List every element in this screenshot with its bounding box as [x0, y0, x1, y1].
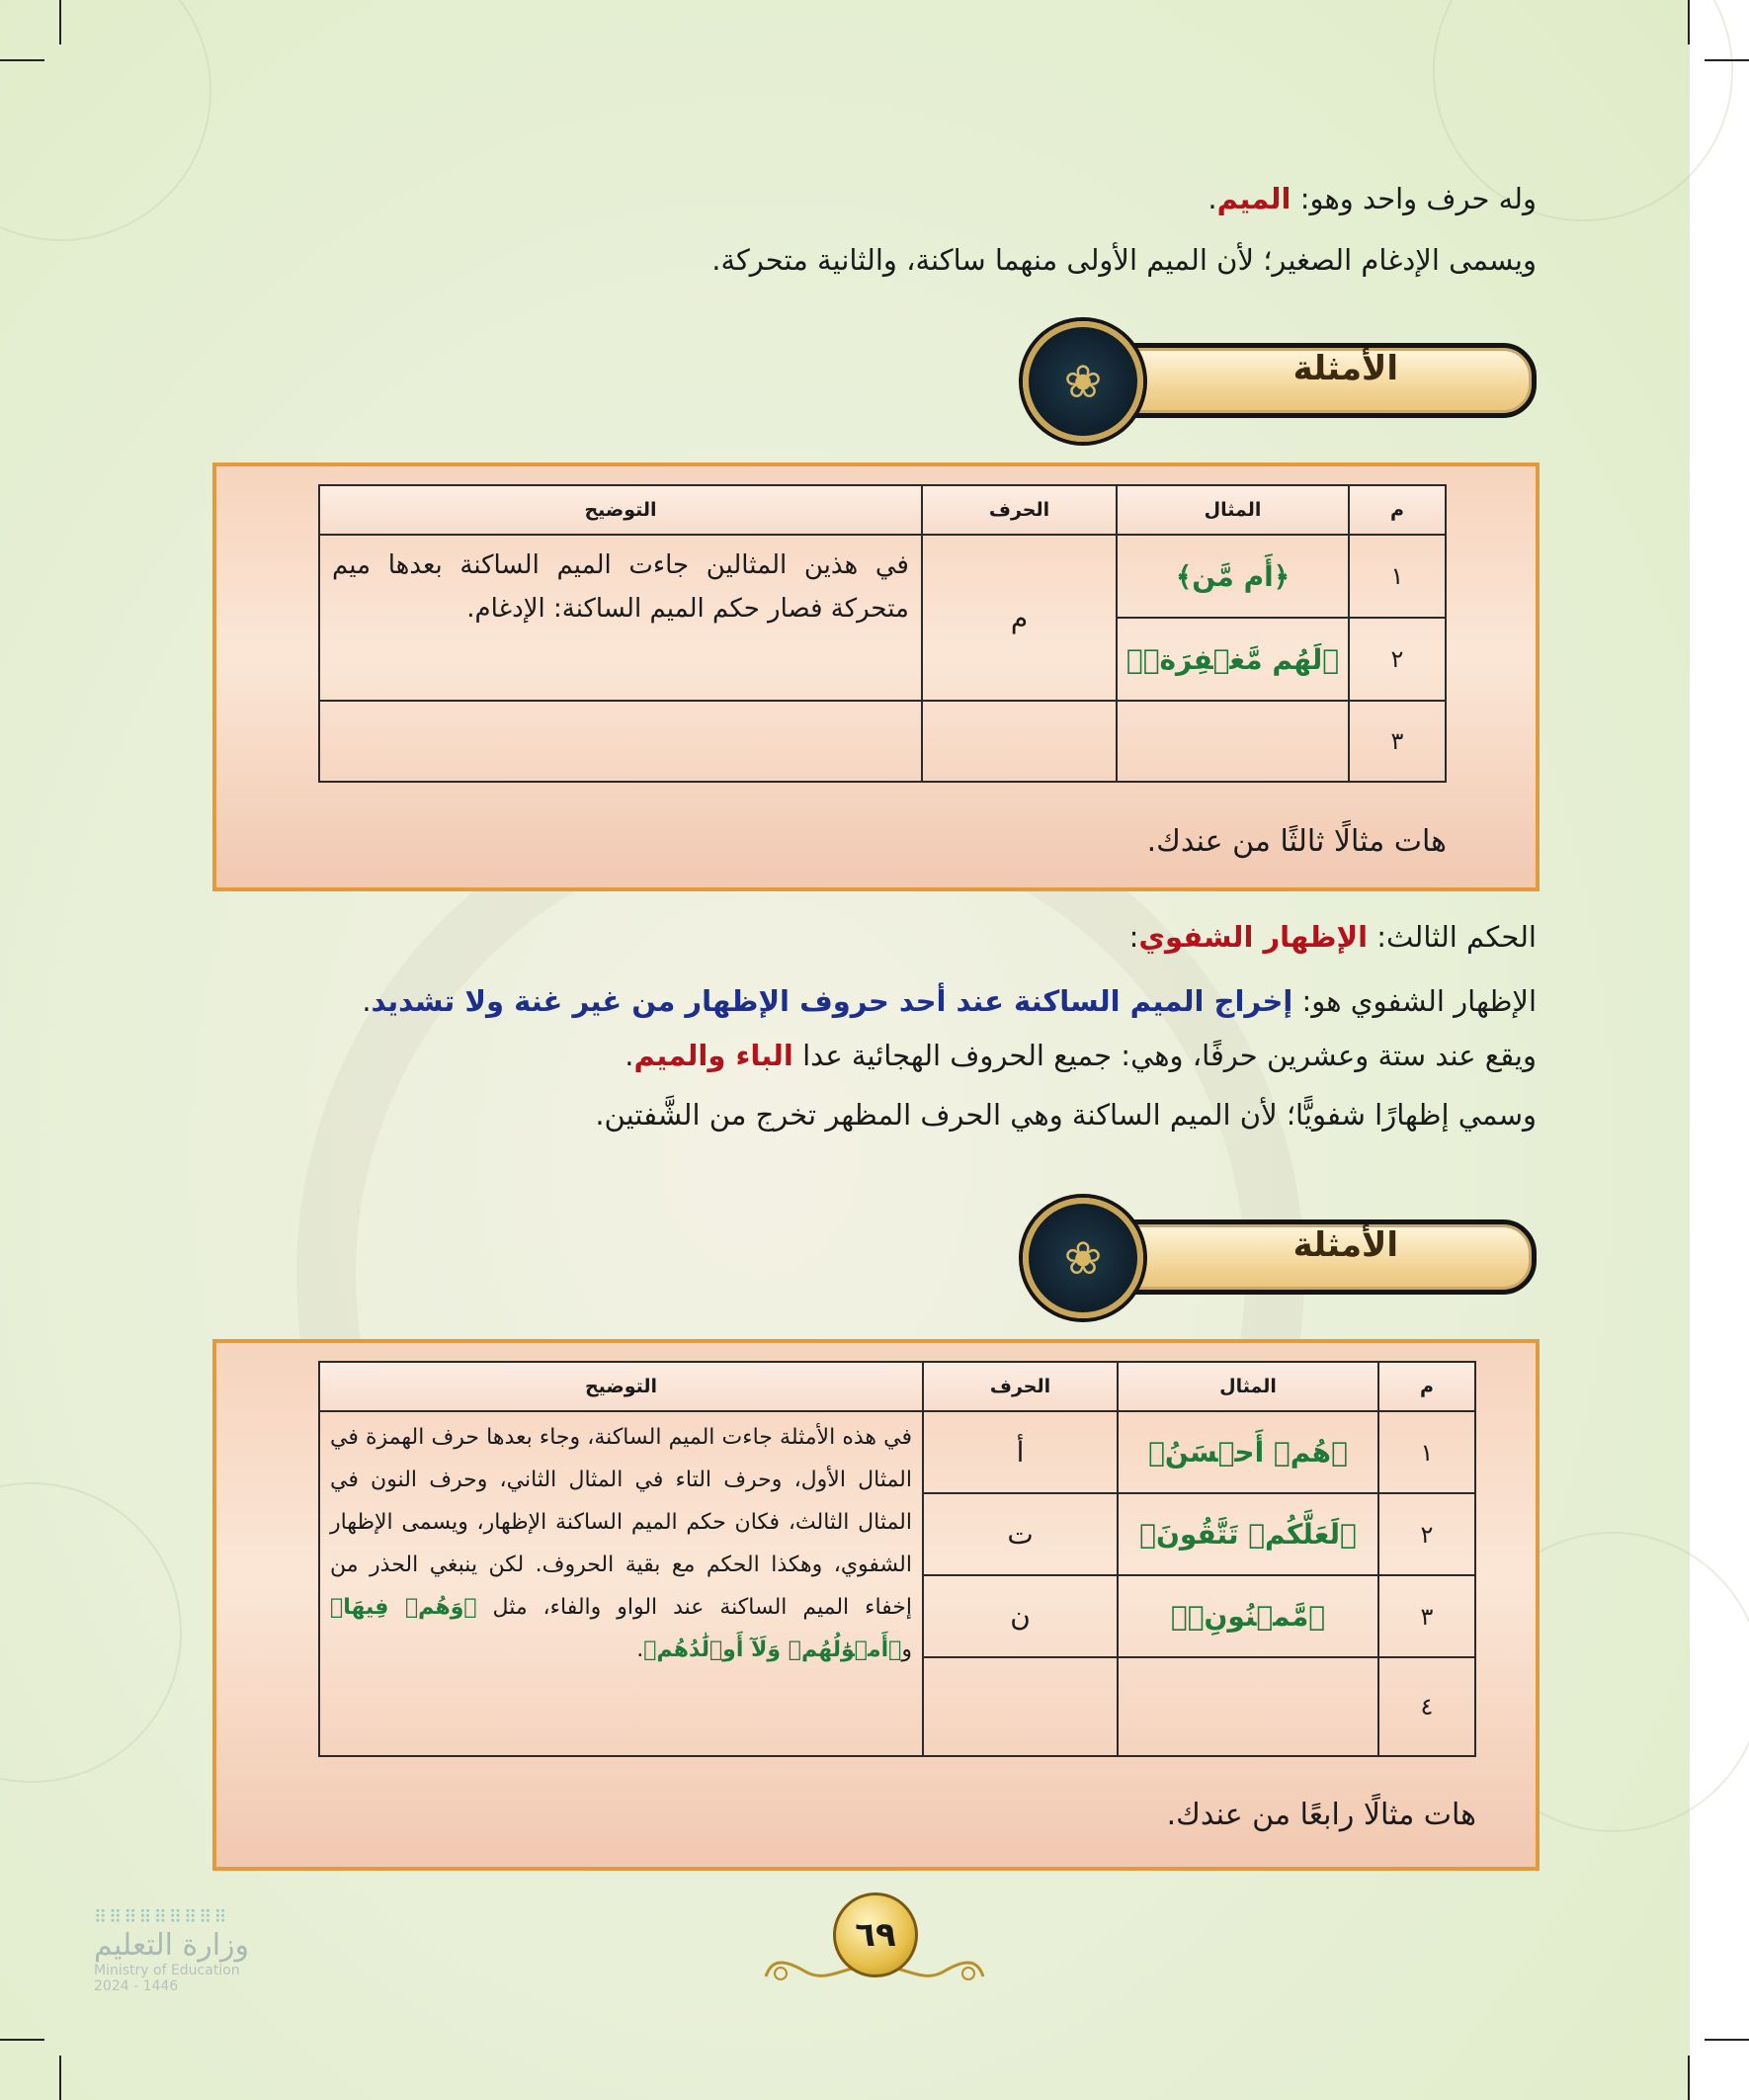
banner-title: الأمثلة: [1292, 349, 1398, 388]
table-row: [319, 535, 1446, 618]
crop-mark: [1688, 2056, 1690, 2100]
intro-line-1: [1208, 176, 1537, 221]
connector-text: و: [901, 1638, 912, 1662]
intro-highlight: الميم: [1216, 182, 1291, 215]
rule-heading-highlight: الإظهار الشفوي: [1138, 920, 1369, 954]
rule-reason: وسمي إظهارًا شفويًّا؛ لأن الميم الساكنة وهي الحرف المظهر تخرج من الشَّفتين.: [595, 1098, 1537, 1132]
row-letter: ت: [923, 1493, 1118, 1575]
examples-panel-2: [212, 1339, 1540, 1871]
rule-occurrence: [625, 1033, 1537, 1078]
empty-cell: [922, 701, 1117, 782]
ministry-year: 2024 - 1446: [94, 1978, 179, 1994]
flower-medallion-icon: ❀: [1023, 321, 1143, 442]
examples-banner: [1023, 1198, 1537, 1306]
explanation-text: في هذه الأمثلة جاءت الميم الساكنة، وجاء بعدها حرف الهمزة في المثال الأول، وحرف التاء في المثال الثاني، وحرف النون في المثال الثالث، فكان حكم الميم الساكنة الإظهار، ويسمى الإظهار الشفوي، وهكذا الحكم مع بقية الحروف. لكن ينبغي الحذر من إخفاء الميم الساكنة عند الواو والفاء، مثل: [330, 1425, 912, 1620]
intro-line-2: ويسمى الإدغام الصغير؛ لأن الميم الأولى منهما ساكنة، والثانية متحركة.: [711, 243, 1537, 277]
flower-medallion-icon: ❀: [1023, 1198, 1143, 1318]
quran-quote: ﴿وَهُمۡ فِيهَا﴾: [330, 1595, 477, 1620]
row-number: ١: [1378, 1411, 1475, 1493]
header-example: المثال: [1118, 1362, 1378, 1411]
row-letter: أ: [923, 1411, 1118, 1493]
crop-mark: [1705, 59, 1749, 61]
crop-mark: [0, 59, 44, 61]
table-header-row: [319, 1362, 1475, 1411]
end-punctuation: .: [636, 1638, 644, 1662]
row-number: ٣: [1378, 1575, 1475, 1657]
exercise-prompt: هات مثالًا ثالثًا من عندك.: [1146, 824, 1447, 859]
empty-cell: [319, 701, 922, 782]
row-number: ٣: [1349, 701, 1446, 782]
row-example: ﴿هُمۡ أَحۡسَنُ﴾: [1118, 1411, 1378, 1493]
occurrence-highlight: الباء والميم: [633, 1039, 793, 1072]
quran-quote: ﴿أَمۡوَٰلُهُمۡ وَلَآ أَوۡلَٰدُهُم﴾: [643, 1638, 902, 1662]
rule-definition: [362, 978, 1537, 1024]
row-example: [1118, 1657, 1378, 1756]
intro-text: وله حرف واحد وهو:: [1291, 182, 1537, 215]
examples-table-2: [318, 1361, 1476, 1757]
occurrence-text: .: [625, 1039, 634, 1072]
occurrence-text: ويقع عند ستة وعشرين حرفًا، وهي: جميع الحروف الهجائية عدا: [792, 1039, 1537, 1072]
header-letter: الحرف: [922, 485, 1117, 535]
table-row: [319, 701, 1446, 782]
ministry-dots-icon: ⠿⠿⠿⠿⠿⠿⠿⠿⠿: [94, 1907, 229, 1928]
table-row: [319, 1411, 1475, 1493]
row-number: ٤: [1378, 1657, 1475, 1756]
page-number: ٦٩: [833, 1892, 918, 1977]
ministry-name-en: Ministry of Education: [94, 1963, 240, 1978]
ministry-name-ar: وزارة التعليم: [94, 1928, 250, 1963]
header-explanation: التوضيح: [319, 1362, 923, 1411]
header-number: م: [1349, 485, 1446, 535]
rule-heading-text: :: [1128, 920, 1139, 954]
row-letter: ن: [923, 1575, 1118, 1657]
header-explanation: التوضيح: [319, 485, 922, 535]
definition-text: .: [362, 984, 372, 1018]
definition-text: الإظهار الشفوي هو:: [1292, 984, 1537, 1018]
ministry-logo: [94, 1907, 321, 2036]
banner-title: الأمثلة: [1292, 1225, 1398, 1265]
row-example: ﴿لَهُم مَّغۡفِرَةٞ﴾: [1117, 618, 1349, 701]
empty-cell: [1117, 701, 1349, 782]
row-letter: [923, 1657, 1118, 1756]
examples-banner: [1023, 321, 1537, 430]
row-number: ٢: [1349, 618, 1446, 701]
definition-highlight: إخراج الميم الساكنة عند أحد حروف الإظهار من غير غنة ولا تشديد: [371, 984, 1293, 1018]
rule-heading-text: الحكم الثالث:: [1368, 920, 1537, 954]
row-explanation: في هذين المثالين جاءت الميم الساكنة بعدها ميم متحركة فصار حكم الميم الساكنة: الإدغام.: [319, 535, 922, 701]
header-number: م: [1378, 1362, 1475, 1411]
row-example: ﴿مَّمۡنُونِۭ﴾: [1118, 1575, 1378, 1657]
exercise-prompt: هات مثالًا رابعًا من عندك.: [1166, 1798, 1476, 1832]
row-example: ﴿لَعَلَّكُمۡ تَتَّقُونَ﴾: [1118, 1493, 1378, 1575]
crop-mark: [0, 2039, 44, 2041]
row-example: ﴿أَم مَّن﴾: [1117, 535, 1349, 618]
examples-panel-1: [212, 462, 1540, 891]
crop-mark: [59, 2056, 61, 2100]
row-letter: م: [922, 535, 1117, 701]
crop-mark: [59, 0, 61, 44]
row-explanation: [319, 1411, 923, 1756]
crop-mark: [1688, 0, 1690, 44]
header-example: المثال: [1117, 485, 1349, 535]
rule-heading: [1129, 914, 1537, 960]
header-letter: الحرف: [923, 1362, 1118, 1411]
examples-table-1: [318, 484, 1447, 783]
intro-text: .: [1208, 182, 1217, 215]
table-header-row: [319, 485, 1446, 535]
row-number: ١: [1349, 535, 1446, 618]
row-number: ٢: [1378, 1493, 1475, 1575]
crop-mark: [1705, 2039, 1749, 2041]
